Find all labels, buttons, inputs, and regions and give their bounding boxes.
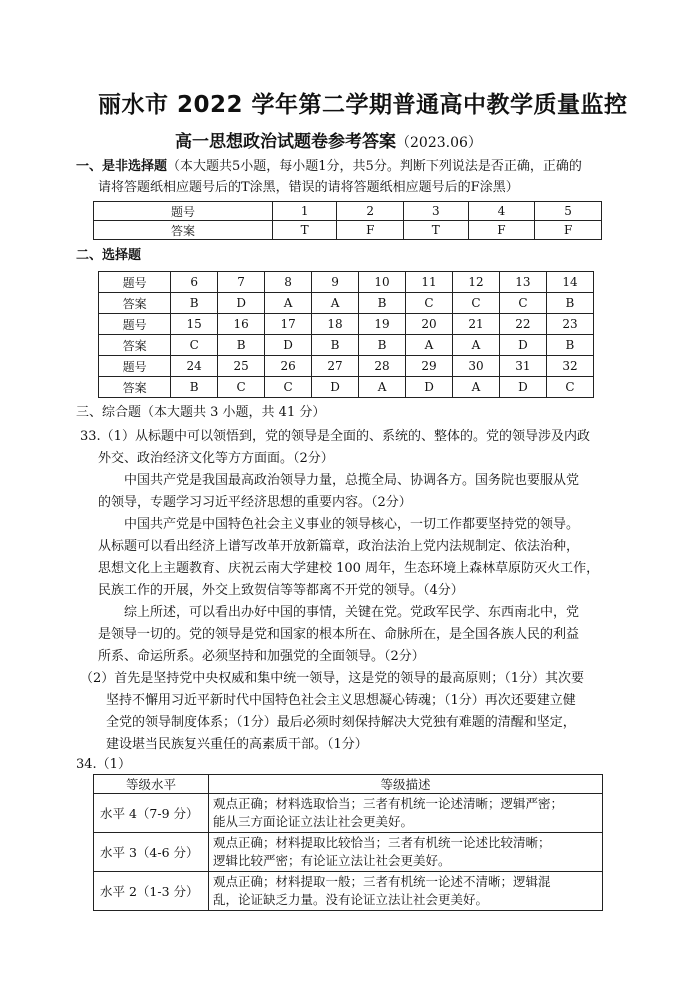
row-label: 题号 bbox=[94, 202, 273, 221]
table-row bbox=[94, 202, 602, 221]
question-number: 24 bbox=[171, 356, 218, 377]
answer-cell: C bbox=[406, 293, 453, 314]
question-number: 30 bbox=[452, 356, 499, 377]
question-number: 9 bbox=[312, 272, 359, 293]
description-cell bbox=[209, 794, 603, 833]
level-cell: 水平 2（1-3 分） bbox=[94, 872, 209, 911]
answer-cell: F bbox=[337, 221, 404, 240]
question-number: 3 bbox=[404, 202, 468, 221]
answer-cell: C bbox=[499, 293, 546, 314]
row-label: 题号 bbox=[99, 272, 171, 293]
question-number: 10 bbox=[359, 272, 406, 293]
question-number: 31 bbox=[499, 356, 546, 377]
q33-text: 民族工作的开展，外交上致贺信等等都离不开党的领导。（4分） bbox=[98, 583, 464, 598]
table-row bbox=[99, 356, 594, 377]
table-row bbox=[94, 872, 603, 911]
table-row bbox=[94, 794, 603, 833]
question-number: 23 bbox=[546, 314, 593, 335]
question-number: 6 bbox=[171, 272, 218, 293]
section1-heading: 一、是非选择题 bbox=[76, 159, 168, 174]
answer-cell: B bbox=[546, 293, 593, 314]
answer-cell: F bbox=[535, 221, 602, 240]
question-number: 4 bbox=[468, 202, 535, 221]
question-number: 27 bbox=[312, 356, 359, 377]
question-number: 15 bbox=[171, 314, 218, 335]
section2-answer-table bbox=[98, 271, 594, 398]
question-number: 28 bbox=[359, 356, 406, 377]
description-line: 乱，论证缺乏力量。没有论证立法让社会更美好。 bbox=[213, 892, 489, 907]
question-number: 32 bbox=[546, 356, 593, 377]
answer-cell: A bbox=[452, 377, 499, 398]
q33-text: 思想文化上主题教育、庆祝云南大学建校 100 周年，生态环境上森林草原防灭火工作， bbox=[98, 561, 600, 576]
answer-cell: C bbox=[452, 293, 499, 314]
question-number: 19 bbox=[359, 314, 406, 335]
description-line: 观点正确；材料提取一般；三者有机统一论述不清晰；逻辑混 bbox=[213, 874, 551, 889]
row-label: 答案 bbox=[99, 335, 171, 356]
section1-answer-table bbox=[93, 201, 602, 240]
question-number: 7 bbox=[218, 272, 265, 293]
column-header: 等级描述 bbox=[209, 775, 603, 794]
question-number: 16 bbox=[218, 314, 265, 335]
q33-text: 坚持不懈用习近平新时代中国特色社会主义思想凝心铸魂；（1分）再次还要建立健 bbox=[106, 693, 576, 708]
description-cell bbox=[209, 872, 603, 911]
table-header-row bbox=[94, 775, 603, 794]
description-line: 能从三方面论证立法让社会更美好。 bbox=[213, 814, 414, 829]
question-number: 26 bbox=[265, 356, 312, 377]
q33-text: 的领导，专题学习习近平经济思想的重要内容。（2分） bbox=[98, 495, 412, 510]
description-line: 逻辑比较严密；有论证立法让社会更美好。 bbox=[213, 853, 451, 868]
table-row bbox=[94, 833, 603, 872]
q33-text: 是领导一切的。党的领导是党和国家的根本所在、命脉所在，是全国各族人民的利益 bbox=[98, 627, 580, 642]
section1-desc-2: 请将答题纸相应题号后的T涂黑，错误的请将答题纸相应题号后的F涂黑） bbox=[98, 180, 519, 195]
answer-cell: D bbox=[406, 377, 453, 398]
answer-cell: T bbox=[272, 221, 336, 240]
question-number: 11 bbox=[406, 272, 453, 293]
q33-text: 中国共产党是中国特色社会主义事业的领导核心，一切工作都要坚持党的领导。 bbox=[124, 517, 580, 532]
answer-cell: B bbox=[546, 335, 593, 356]
answer-cell: B bbox=[312, 335, 359, 356]
answer-cell: T bbox=[404, 221, 468, 240]
subtitle-date: （2023.06） bbox=[396, 135, 482, 151]
section1-desc-1: （本大题共5小题，每小题1分，共5分。判断下列说法是否正确，正确的 bbox=[167, 159, 582, 174]
subtitle-main: 高一思想政治试题卷参考答案 bbox=[175, 132, 396, 152]
question-number: 14 bbox=[546, 272, 593, 293]
q33-text: 所系、命运所系。必须坚持和加强党的全面领导。（2分） bbox=[98, 649, 425, 664]
row-label: 答案 bbox=[99, 377, 171, 398]
question-number: 2 bbox=[337, 202, 404, 221]
answer-cell: C bbox=[171, 335, 218, 356]
table-row bbox=[99, 335, 594, 356]
question-number: 29 bbox=[406, 356, 453, 377]
answer-cell: A bbox=[265, 293, 312, 314]
question-number: 25 bbox=[218, 356, 265, 377]
table-row bbox=[99, 314, 594, 335]
answer-cell: A bbox=[406, 335, 453, 356]
answer-cell: B bbox=[171, 293, 218, 314]
answer-cell: B bbox=[359, 293, 406, 314]
table-row bbox=[99, 272, 594, 293]
row-label: 答案 bbox=[99, 293, 171, 314]
answer-cell: D bbox=[312, 377, 359, 398]
question-number: 20 bbox=[406, 314, 453, 335]
q33-text: 外交、政治经济文化等方方面面。（2分） bbox=[98, 451, 334, 466]
question-number: 5 bbox=[535, 202, 602, 221]
answer-cell: C bbox=[265, 377, 312, 398]
level-cell: 水平 3（4-6 分） bbox=[94, 833, 209, 872]
description-line: 观点正确；材料提取比较恰当；三者有机统一论述比较清晰； bbox=[213, 835, 551, 850]
page-title: 丽水市 2022 学年第二学期普通高中教学质量监控 bbox=[98, 92, 628, 118]
q33-text: 33.（1）从标题中可以领悟到，党的领导是全面的、系统的、整体的。党的领导涉及内政 bbox=[80, 429, 590, 444]
section2-heading: 二、选择题 bbox=[76, 248, 142, 263]
table-row bbox=[99, 377, 594, 398]
q33-text: 综上所述，可以看出办好中国的事情，关键在党。党政军民学、东西南北中，党 bbox=[124, 605, 580, 620]
answer-cell: B bbox=[218, 335, 265, 356]
answer-cell: B bbox=[171, 377, 218, 398]
answer-cell: A bbox=[452, 335, 499, 356]
answer-cell: A bbox=[359, 377, 406, 398]
answer-cell: F bbox=[468, 221, 535, 240]
question-number: 22 bbox=[499, 314, 546, 335]
answer-cell: B bbox=[359, 335, 406, 356]
answer-cell: D bbox=[499, 377, 546, 398]
question-number: 8 bbox=[265, 272, 312, 293]
q33-text: 从标题可以看出经济上谱写改革开放新篇章，政治法治上党内法规制定、依法治种， bbox=[98, 539, 580, 554]
description-line: 观点正确；材料选取恰当；三者有机统一论述清晰；逻辑严密； bbox=[213, 796, 564, 811]
section1-intro bbox=[76, 158, 582, 176]
question-number: 12 bbox=[452, 272, 499, 293]
question-number: 17 bbox=[265, 314, 312, 335]
q33-text: （2）首先是坚持党中央权威和集中统一领导，这是党的领导的最高原则；（1分）其次要 bbox=[80, 671, 585, 686]
table-row bbox=[99, 293, 594, 314]
page-subtitle bbox=[175, 127, 482, 152]
answer-cell: D bbox=[499, 335, 546, 356]
q33-text: 中国共产党是我国最高政治领导力量，总揽全局、协调各方。国务院也要服从党 bbox=[124, 473, 580, 488]
row-label: 答案 bbox=[94, 221, 273, 240]
answer-cell: D bbox=[265, 335, 312, 356]
q34-label: 34.（1） bbox=[76, 757, 131, 772]
answer-cell: A bbox=[312, 293, 359, 314]
answer-cell: C bbox=[218, 377, 265, 398]
question-number: 21 bbox=[452, 314, 499, 335]
row-label: 题号 bbox=[99, 314, 171, 335]
column-header: 等级水平 bbox=[94, 775, 209, 794]
section3-heading: 三、综合题（本大题共 3 小题，共 41 分） bbox=[76, 405, 326, 420]
answer-cell: D bbox=[218, 293, 265, 314]
row-label: 题号 bbox=[99, 356, 171, 377]
description-cell bbox=[209, 833, 603, 872]
level-cell: 水平 4（7-9 分） bbox=[94, 794, 209, 833]
q34-grading-table bbox=[93, 774, 603, 911]
question-number: 13 bbox=[499, 272, 546, 293]
q33-text: 全党的领导制度体系；（1分）最后必须时刻保持解决大党独有难题的清醒和坚定， bbox=[106, 715, 576, 730]
question-number: 1 bbox=[272, 202, 336, 221]
answer-cell: C bbox=[546, 377, 593, 398]
table-row bbox=[94, 221, 602, 240]
question-number: 18 bbox=[312, 314, 359, 335]
q33-text: 建设堪当民族复兴重任的高素质干部。（1分） bbox=[106, 737, 368, 752]
